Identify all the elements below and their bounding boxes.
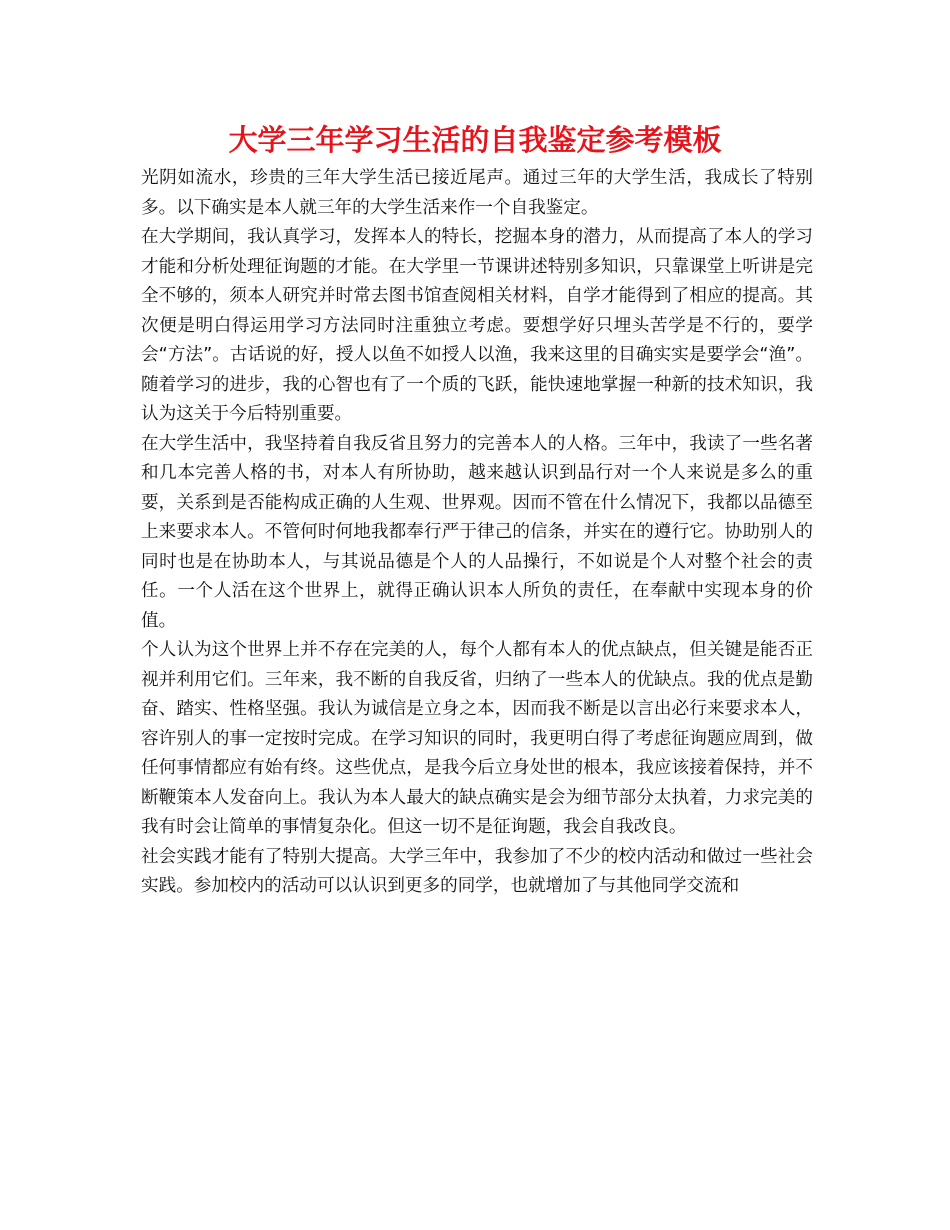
document-body: [141, 164, 813, 902]
paragraph-study: 在大学期间，我认真学习，发挥本人的特长，挖掘本身的潜力，从而提高了本人的学习才能和分析处理征询题的才能。在大学里一节课讲述特别多知识，只靠课堂上听讲是完全不够的，须本人研究并时常去图书馆查阅相关材料，自学才能得到了相应的提高。其次便是明白得运用学习方法同时注重独立考虑。要想学好只埋头苦学是不行的，要学会“方法”。古话说的好，授人以鱼不如授人以渔，我来这里的目确实实是要学会“渔”。随着学习的进步，我的心智也有了一个质的飞跃，能快速地掌握一种新的技术知识，我认为这关于今后特别重要。: [141, 227, 813, 424]
paragraph-intro: 光阴如流水，珍贵的三年大学生活已接近尾声。通过三年的大学生活，我成长了特别多。以下确实是本人就三年的大学生活来作一个自我鉴定。: [141, 168, 813, 218]
paragraph-social-practice: 社会实践才能有了特别大提高。大学三年中，我参加了不少的校内活动和做过一些社会实践。参加校内的活动可以认识到更多的同学，也就增加了与其他同学交流和: [141, 846, 813, 896]
document-title: 大学三年学习生活的自我鉴定参考模板: [228, 123, 722, 157]
paragraph-strengths-weaknesses: 个人认为这个世界上并不存在完美的人，每个人都有本人的优点缺点，但关键是能否正视并利用它们。三年来，我不断的自我反省，归纳了一些本人的优缺点。我的优点是勤奋、踏实、性格坚强。我认为诚信是立身之本，因而我不断是以言出必行来要求本人，容许别人的事一定按时完成。在学习知识的同时，我更明白得了考虑征询题应周到，做任何事情都应有始有终。这些优点，是我今后立身处世的根本，我应该接着保持，并不断鞭策本人发奋向上。我认为本人最大的缺点确实是会为细节部分太执着，力求完美的我有时会让简单的事情复杂化。但这一切不是征询题，我会自我改良。: [141, 640, 813, 837]
paragraph-character: 在大学生活中，我坚持着自我反省且努力的完善本人的人格。三年中，我读了一些名著和几本完善人格的书，对本人有所协助，越来越认识到品行对一个人来说是多么的重要，关系到是否能构成正确的人生观、世界观。因而不管在什么情况下，我都以品德至上来要求本人。不管何时何地我都奉行严于律己的信条，并实在的遵行它。协助别人的同时也是在协助本人，与其说品德是个人的人品操行，不如说是个人对整个社会的责任。一个人活在这个世界上，就得正确认识本人所负的责任，在奉献中实现本身的价值。: [141, 433, 813, 631]
